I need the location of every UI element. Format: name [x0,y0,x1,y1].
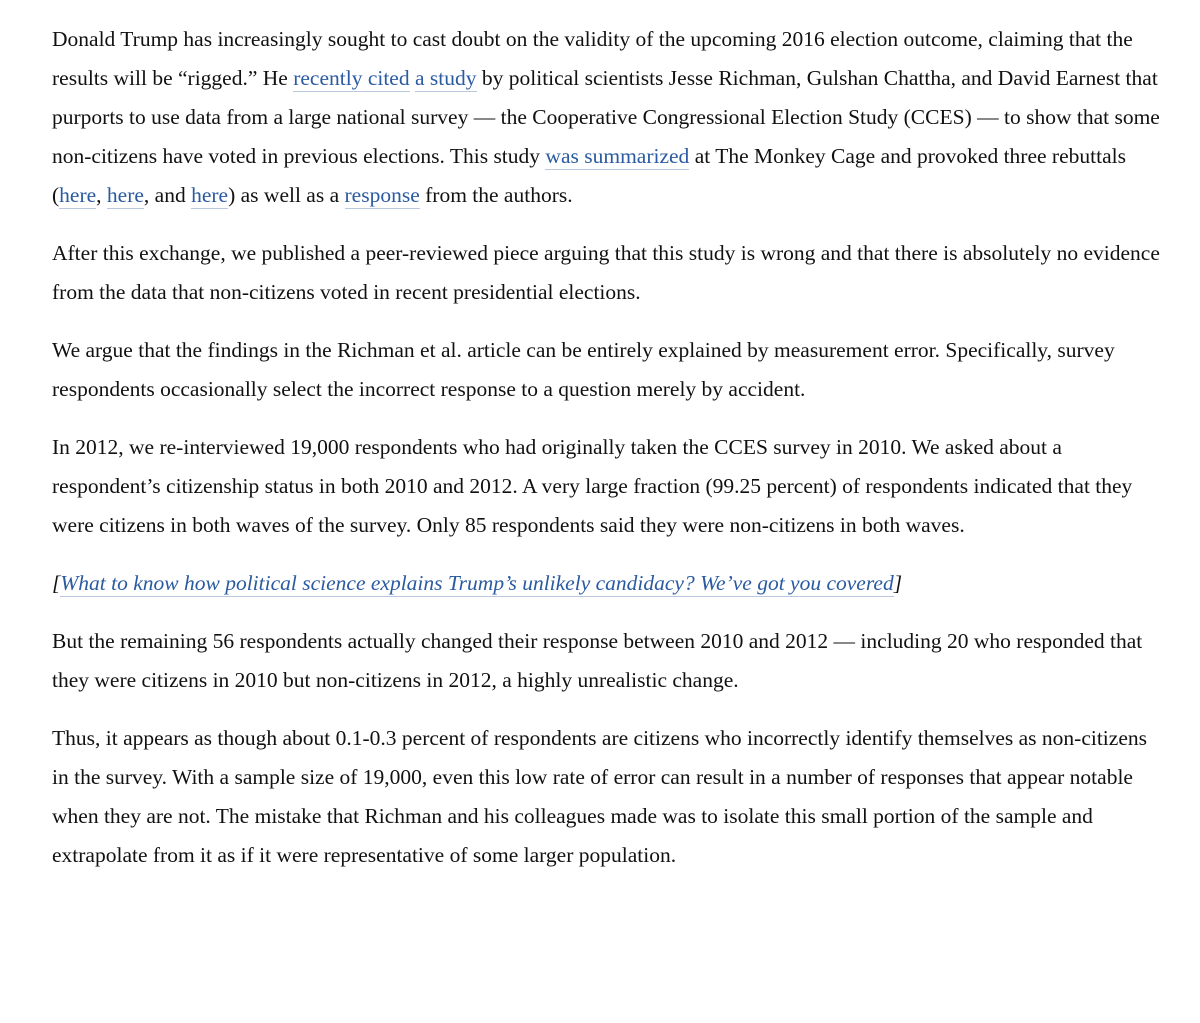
rebuttal-link-1[interactable]: here [59,183,97,207]
paragraph-argument: We argue that the findings in the Richman et al. article can be entirely explained by measurement error. Specifically, survey respondents occasionally select the incorrect response to a question merely by accident. [52,338,1115,401]
was-summarized-link[interactable]: was summarized [545,144,690,168]
article-body [52,20,1162,894]
paragraph-conclusion: Thus, it appears as though about 0.1-0.3 percent of respondents are citizens who incorrectly identify themselves as non-citizens in the survey. With a sample size of 19,000, even this low rate of error can result in a number of responses that appear notable when they are not. The mistake that Richman and his colleagues made was to isolate this small portion of the sample and extrapolate from it as if it were representative of some larger population. [52,726,1147,867]
promo-line [52,564,1162,603]
paragraph-reinterview: In 2012, we re-interviewed 19,000 respondents who had originally taken the CCES survey in 2010. We asked about a respondent’s citizenship status in both 2010 and 2012. A very large fraction (99.25 percent) of respondents indicated that they were citizens in both waves of the survey. Only 85 respondents said they were non-citizens in both waves. [52,435,1133,537]
paragraph-text: Donald Trump has increasingly sought to cast doubt on the validity of the upcoming 2016 election outcome, claiming that the results will be “rigged.” He [52,27,1133,90]
paragraph-changed-response: But the remaining 56 respondents actually changed their response between 2010 and 2012 — including 20 who responded that they were citizens in 2010 but non-citizens in 2012, a highly unrealistic change. [52,629,1143,692]
paragraph-text: at The Monkey Cage and provoked three rebuttals ( [52,144,1126,207]
rebuttal-link-2[interactable]: here [106,183,144,207]
promo-link[interactable]: What to know how political science explains Trump’s unlikely candidacy? We’ve got you covered [60,571,894,595]
promo-bracket-close: ] [893,571,903,595]
paragraph-intro: Donald Trump has increasingly sought to cast doubt on the validity of the upcoming 2016 election outcome, claiming that the results will be “rigged.” He recently cited a study by political scientists Jesse Richman, Gulshan Chattha, and David Earnest that purports to use data from a large national survey — the Cooperative Congressional Election Study (CCES) — to show that some non-citizens have voted in previous elections. This study was summarized at The Monkey Cage and provoked three rebuttals (here, here, and here) as well as a response from the authors. [52,27,1160,207]
rebuttal-link-3[interactable]: here [191,183,229,207]
response-link[interactable]: response [344,183,420,207]
paragraph-text: by political scientists Jesse Richman, Gulshan Chattha, and David Earnest that purports to use data from a large national survey — the Cooperative Congressional Election Study (CCES) — to show that some non-citizens have voted in previous elections. This study [52,66,1160,168]
recently-cited-link[interactable]: recently cited [293,66,410,90]
a-study-link[interactable]: a study [414,66,477,90]
paragraph-exchange: After this exchange, we published a peer-reviewed piece arguing that this study is wrong and that there is absolutely no evidence from the data that non-citizens voted in recent presidential elections. [52,241,1160,304]
promo-bracket-open: [ [52,571,61,595]
